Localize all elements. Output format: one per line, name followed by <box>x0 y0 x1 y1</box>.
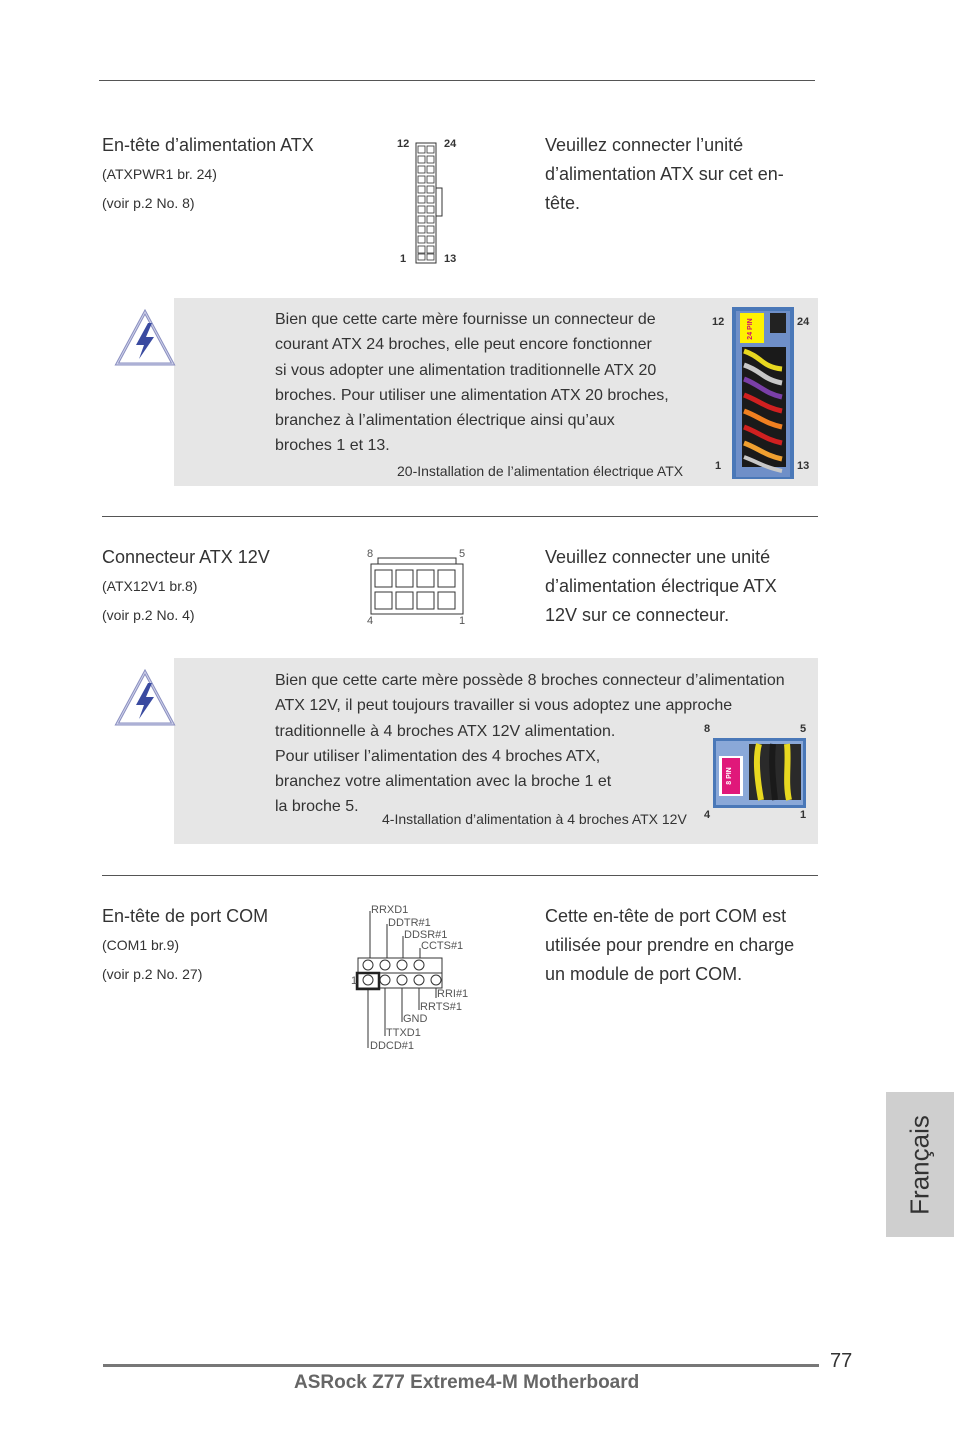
atx12v-note-line1: Bien que cette carte mère possède 8 broches connecteur d’alimentation <box>275 672 785 689</box>
atx12v-8pin-connector <box>370 556 464 616</box>
atx-desc-line1: Veuillez connecter l’unité <box>545 135 744 155</box>
com-sub1: (COM1 br.9) <box>102 937 180 953</box>
atx-photo-image <box>732 307 794 479</box>
atx12v-photo-pin-label: 8 PIN <box>726 767 733 785</box>
warning-triangle-icon <box>114 669 176 727</box>
atx12v-desc-line2: d’alimentation électrique ATX <box>545 576 777 596</box>
atx12v-sub1: (ATX12V1 br.8) <box>102 578 198 594</box>
com-pin-rri: RRI#1 <box>437 988 469 1000</box>
atx-photo-label-24: 24 <box>797 316 810 328</box>
com-header-diagram <box>350 902 480 1054</box>
com-pin-one: 1 <box>351 975 358 987</box>
atx-description <box>545 131 815 218</box>
footer-title: ASRock Z77 Extreme4-M Motherboard <box>294 1372 640 1393</box>
atx-photo <box>706 305 816 480</box>
atx-desc-line2: d’alimentation ATX sur cet en- <box>545 164 784 184</box>
atx-pin-label-13: 13 <box>444 253 457 265</box>
atx12v-photo-label-8: 8 <box>704 723 711 735</box>
atx-desc-line3: tête. <box>545 193 581 213</box>
atx-photo-label-12: 12 <box>712 316 725 328</box>
atx12v-desc-line3: 12V sur ce connecteur. <box>545 605 730 625</box>
atx12v-photo <box>700 720 812 825</box>
atx12v-connector-diagram <box>362 546 472 630</box>
atx-note-line5: branchez à l’alimentation électrique ainsi qu’aux <box>275 412 615 430</box>
atx-sub1: (ATXPWR1 br. 24) <box>102 166 217 182</box>
atx-pin-label-24: 24 <box>444 138 457 150</box>
section-rule-1 <box>102 516 818 517</box>
atx12v-pin-label-8: 8 <box>367 548 374 560</box>
atx-note-line1: Bien que cette carte mère fournisse un connecteur de <box>275 311 656 328</box>
atx12v-desc-line1: Veuillez connecter une unité <box>545 547 771 567</box>
atx12v-note-line2: ATX 12V, il peut toujours travailler si vous adoptez une approche <box>275 697 733 715</box>
atx-sub2: (voir p.2 No. 8) <box>102 195 195 211</box>
atx-note-caption: 20-Installation de l’alimentation électrique ATX <box>397 463 684 479</box>
atx-photo-label-1: 1 <box>715 460 722 472</box>
atx12v-title: Connecteur ATX 12V <box>102 547 270 567</box>
com-pin-ddtr: DDTR#1 <box>388 917 431 929</box>
com-pin-ccts: CCTS#1 <box>421 940 464 952</box>
atx12v-photo-label-5: 5 <box>800 723 807 735</box>
com-pin-ttxd1: TTXD1 <box>386 1027 421 1039</box>
atx-note-line4: broches. Pour utiliser une alimentation ATX 20 broches, <box>275 386 669 404</box>
atx12v-note-line5: branchez votre alimentation avec la broche 1 et <box>275 773 612 791</box>
com-desc-line2: utilisée pour prendre en charge <box>545 935 795 955</box>
atx12v-pin-label-1: 1 <box>459 615 466 627</box>
atx12v-photo-label-4: 4 <box>704 809 711 821</box>
com-pin-ddcd: DDCD#1 <box>370 1040 415 1052</box>
footer-rule <box>103 1364 819 1367</box>
com-pin-rrts: RRTS#1 <box>420 1001 462 1013</box>
atx-note-line6: broches 1 et 13. <box>275 437 390 455</box>
atx-pin-label-12: 12 <box>397 138 410 150</box>
atx-connector-diagram <box>395 136 465 266</box>
atx12v-note-line4: Pour utiliser l’alimentation des 4 broches ATX, <box>275 747 601 765</box>
top-rule <box>99 80 815 81</box>
atx12v-photo-label-1: 1 <box>800 809 807 821</box>
com-description <box>545 902 825 989</box>
com-title: En-tête de port COM <box>102 906 269 926</box>
atx-pin-label-1: 1 <box>400 253 407 265</box>
atx-photo-label-13: 13 <box>797 460 810 472</box>
com-pin-rrxd1: RRXD1 <box>371 904 409 916</box>
atx12v-pin-label-4: 4 <box>367 615 374 627</box>
atx12v-note-line3: traditionnelle à 4 broches ATX 12V alimentation. <box>275 722 616 740</box>
atx-note-line2: courant ATX 24 broches, elle peut encore fonctionner <box>275 336 652 354</box>
atx12v-pin-label-5: 5 <box>459 548 466 560</box>
atx12v-note-caption: 4-Installation d’alimentation à 4 broches ATX 12V <box>382 811 687 827</box>
section-rule-2 <box>102 875 818 876</box>
atx12v-description <box>545 543 815 630</box>
atx12v-note-line6: la broche 5. <box>275 798 359 816</box>
com-pin-ddsr: DDSR#1 <box>404 929 448 941</box>
atx12v-photo-image <box>713 738 806 808</box>
atx-note-line3: si vous adopter une alimentation traditionnelle ATX 20 <box>275 361 657 379</box>
atx-photo-pin-label: 24 PIN <box>747 318 754 340</box>
com-sub2: (voir p.2 No. 27) <box>102 966 203 982</box>
com-desc-line1: Cette en-tête de port COM est <box>545 906 787 926</box>
atx-note-text <box>275 307 705 459</box>
atx-24pin-connector <box>415 142 447 264</box>
page-number: 77 <box>830 1350 853 1372</box>
com-desc-line3: un module de port COM. <box>545 964 743 984</box>
atx12v-sub2: (voir p.2 No. 4) <box>102 607 195 623</box>
warning-triangle-icon <box>114 309 176 367</box>
language-tab-label: Français <box>904 1114 935 1215</box>
language-tab <box>886 1092 954 1237</box>
com-pin-gnd: GND <box>403 1013 428 1025</box>
atx-title: En-tête d’alimentation ATX <box>102 135 314 155</box>
